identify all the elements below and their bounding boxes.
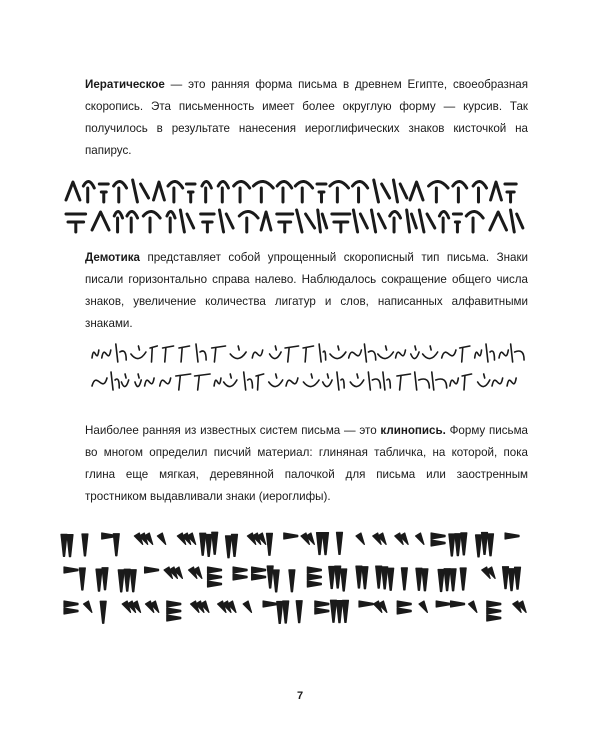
demotic-text: представляет собой упрощенный скорописный тип письма. Знаки писали горизонтально справа налево. Наблюдалось сокращение общего числа знаков, увеличение количества лигатур и слов, написанных алфавитными знаками.	[85, 251, 528, 330]
cuneiform-text-after: Форму письма во многом определил писчий материал: глиняная табличка, на которой, пока глина еще мягкая, деревянной палочкой для письма или заостренным тростником выдавливали знаки (иероглифы).	[85, 424, 529, 503]
cuneiform-paragraph	[85, 420, 528, 508]
cuneiform-term: клинопись.	[380, 424, 446, 437]
demotic-script-sample	[0, 334, 600, 404]
hieratic-text: — это ранняя форма письма в древнем Египте, своеобразная скоропись. Эта письменность имеет более округлую форму — курсив. Так получилось в результате нанесения иероглифических знаков кисточкой на папирус.	[85, 78, 528, 157]
demotic-paragraph	[85, 247, 528, 335]
hieratic-paragraph	[85, 74, 528, 162]
cuneiform-script-sample	[0, 526, 600, 636]
hieratic-script-sample	[0, 162, 600, 252]
cuneiform-text-before: Наиболее ранняя из известных систем письма — это	[85, 424, 381, 437]
page-number: 7	[296, 690, 304, 702]
demotic-term: Демотика	[85, 251, 140, 264]
hieratic-term: Иератическое	[85, 78, 165, 91]
